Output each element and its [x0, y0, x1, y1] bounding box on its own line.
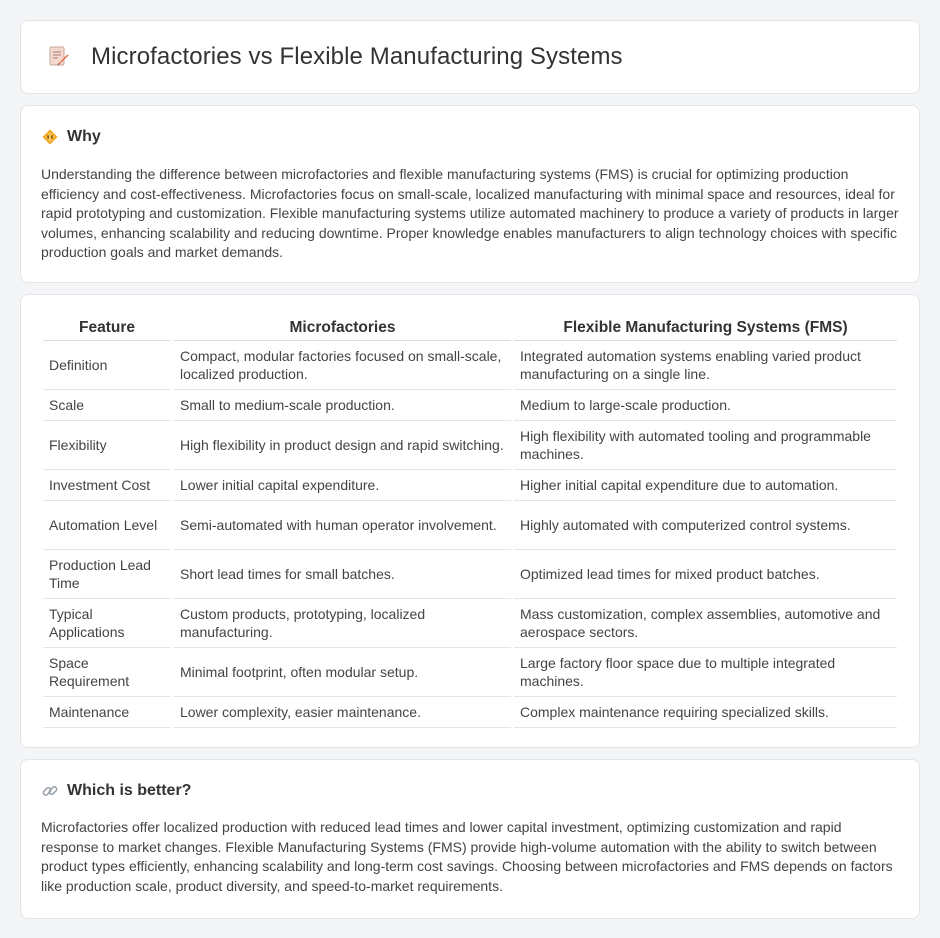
feature-cell: Space Requirement: [43, 648, 171, 697]
better-paragraph: Microfactories offer localized production with reduced lead times and lower capital investment, optimizing customization and rapid response to market changes. Flexible Manufacturing Systems (FMS) provide high-volume automation with the ability to switch between product types efficiently, enhancing scalability and long-term cost savings. Choosing between microfactories and FMS depends on factors like production scale, product diversity, and speed-to-market requirements.: [41, 819, 893, 894]
microfactories-cell: Compact, modular factories focused on small-scale, localized production.: [174, 341, 511, 390]
link-icon: [41, 782, 59, 800]
feature-cell: Typical Applications: [43, 599, 171, 648]
why-section: [20, 105, 920, 283]
feature-cell: Flexibility: [43, 421, 171, 470]
table-row: [43, 470, 897, 501]
table-row: [43, 421, 897, 470]
feature-cell: Maintenance: [43, 697, 171, 728]
header-feature: Feature: [43, 317, 171, 341]
microfactories-cell: Lower complexity, easier maintenance.: [174, 697, 511, 728]
diamond-icon: [41, 128, 59, 146]
table-row: [43, 390, 897, 421]
microfactories-cell: Minimal footprint, often modular setup.: [174, 648, 511, 697]
comparison-table: [40, 317, 900, 728]
document-pencil-icon: [47, 45, 71, 69]
feature-cell: Definition: [43, 341, 171, 390]
header-microfactories: Microfactories: [174, 317, 511, 341]
feature-cell: Production Lead Time: [43, 550, 171, 599]
microfactories-cell: Semi-automated with human operator involvement.: [174, 501, 511, 550]
table-row: [43, 648, 897, 697]
page-title: Microfactories vs Flexible Manufacturing Systems: [91, 43, 623, 70]
table-row: [43, 501, 897, 550]
table-row: [43, 550, 897, 599]
better-heading: Which is better?: [67, 782, 192, 799]
fms-cell: Highly automated with computerized control systems.: [514, 501, 897, 550]
fms-cell: Complex maintenance requiring specialized skills.: [514, 697, 897, 728]
fms-cell: Large factory floor space due to multiple integrated machines.: [514, 648, 897, 697]
microfactories-cell: Short lead times for small batches.: [174, 550, 511, 599]
microfactories-cell: Custom products, prototyping, localized manufacturing.: [174, 599, 511, 648]
table-row: [43, 341, 897, 390]
feature-cell: Scale: [43, 390, 171, 421]
better-section: [20, 759, 920, 919]
why-paragraph: Understanding the difference between microfactories and flexible manufacturing systems (FMS) is crucial for optimizing production efficiency and cost-effectiveness. Microfactories focus on small-scale, localized manufacturing with minimal space and resources, ideal for rapid prototyping and customization. Flexible manufacturing systems utilize automated machinery to produce a variety of products in larger volumes, enhancing scalability and reducing downtime. Proper knowledge enables manufacturers to align technology choices with specific production goals and market demands.: [41, 166, 899, 261]
why-heading: Why: [67, 128, 101, 145]
microfactories-cell: Lower initial capital expenditure.: [174, 470, 511, 501]
microfactories-cell: High flexibility in product design and rapid switching.: [174, 421, 511, 470]
table-row: [43, 599, 897, 648]
fms-cell: Optimized lead times for mixed product batches.: [514, 550, 897, 599]
fms-cell: Higher initial capital expenditure due to automation.: [514, 470, 897, 501]
feature-cell: Investment Cost: [43, 470, 171, 501]
fms-cell: Integrated automation systems enabling varied product manufacturing on a single line.: [514, 341, 897, 390]
table-row: [43, 697, 897, 728]
fms-cell: High flexibility with automated tooling and programmable machines.: [514, 421, 897, 470]
header-fms: Flexible Manufacturing Systems (FMS): [514, 317, 897, 341]
title-card: [20, 20, 920, 94]
comparison-section: [20, 294, 920, 748]
fms-cell: Medium to large-scale production.: [514, 390, 897, 421]
microfactories-cell: Small to medium-scale production.: [174, 390, 511, 421]
feature-cell: Automation Level: [43, 501, 171, 550]
fms-cell: Mass customization, complex assemblies, automotive and aerospace sectors.: [514, 599, 897, 648]
